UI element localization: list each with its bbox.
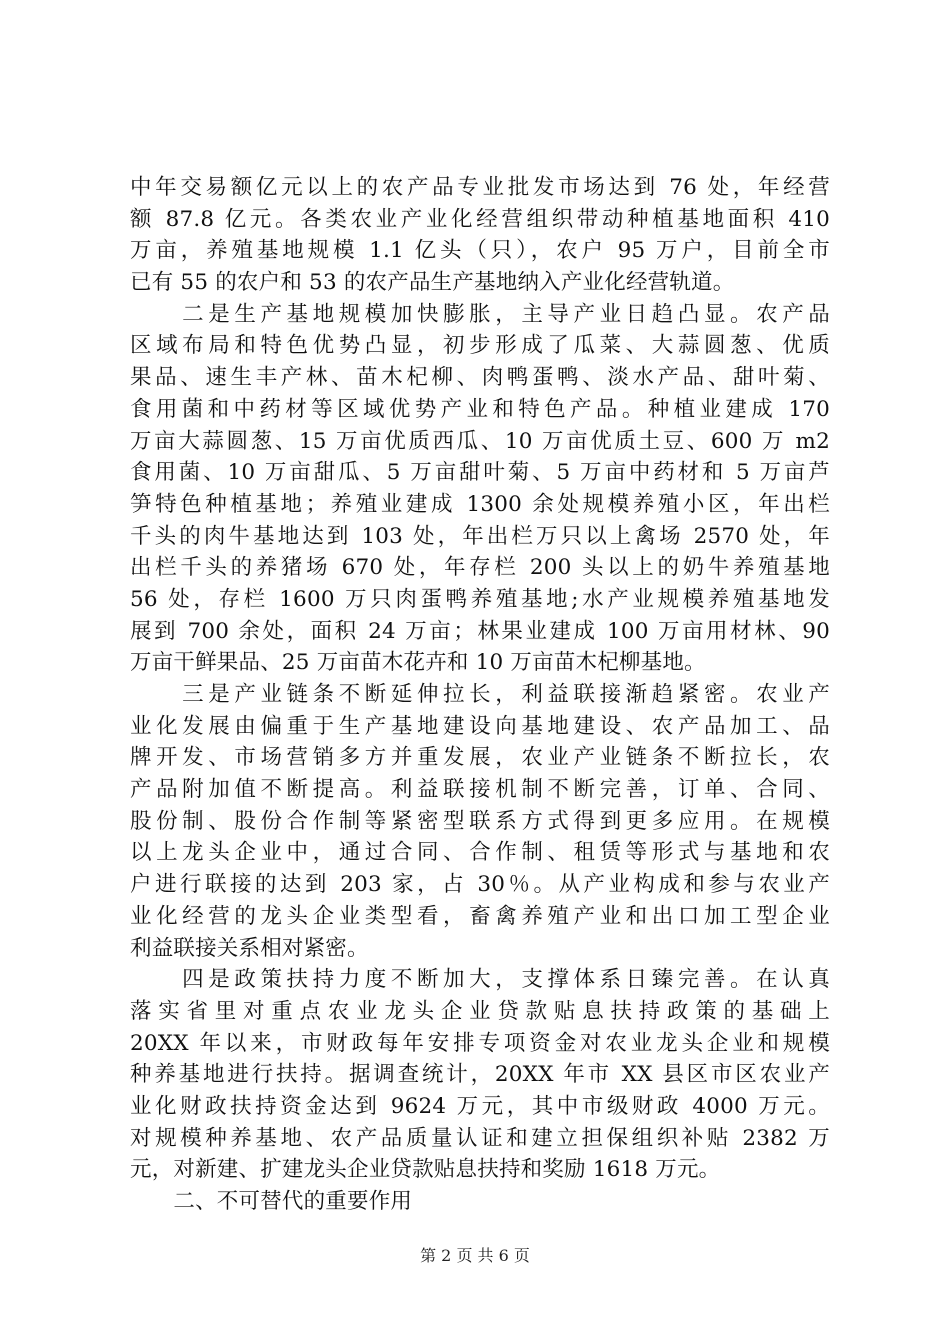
- text-line: 落实省里对重点农业龙头企业贷款贴息扶持政策的基础上: [130, 998, 830, 1024]
- text-line: 二、不可替代的重要作用: [130, 1189, 413, 1214]
- text-line: 已有 55 的农户和 53 的农产品生产基地纳入产业化经营轨道。: [130, 270, 735, 296]
- text-line: 业化发展由偏重于生产基地建设向基地建设、农产品加工、品: [130, 713, 830, 739]
- text-line: 户进行联接的达到 203 家，占 30％。从产业构成和参与农业产: [130, 872, 830, 898]
- text-line: 四是政策扶持力度不断加大，支撑体系日臻完善。在认真: [130, 967, 830, 993]
- text-line: 种养基地进行扶持。据调查统计，20XX 年市 XX 县区市区农业产: [130, 1062, 830, 1088]
- page-footer: 第 2 页 共 6 页: [420, 1246, 530, 1265]
- text-line: 区域布局和特色优势凸显，初步形成了瓜菜、大蒜圆葱、优质: [130, 333, 830, 359]
- text-line: 20XX 年以来，市财政每年安排专项资金对农业龙头企业和规模: [130, 1030, 830, 1056]
- text-line: 展到 700 余处，面积 24 万亩；林果业建成 100 万亩用材林、90: [130, 618, 830, 644]
- text-line: 产品附加值不断提高。利益联接机制不断完善，订单、合同、: [130, 777, 830, 803]
- text-line: 元，对新建、扩建龙头企业贷款贴息扶持和奖励 1618 万元。: [130, 1157, 721, 1183]
- text-line: 果品、速生丰产林、苗木杞柳、肉鸭蛋鸭、淡水产品、甜叶菊、: [130, 365, 830, 391]
- text-line: 万亩干鲜果品、25 万亩苗木花卉和 10 万亩苗木杞柳基地。: [130, 650, 706, 676]
- text-line: 以上龙头企业中，通过合同、合作制、租赁等形式与基地和农: [130, 840, 830, 866]
- text-line: 二是生产基地规模加快膨胀，主导产业日趋凸显。农产品: [130, 301, 830, 327]
- text-line: 三是产业链条不断延伸拉长，利益联接渐趋紧密。农业产: [130, 682, 830, 707]
- text-line: 万亩大蒜圆葱、15 万亩优质西瓜、10 万亩优质土豆、600 万 m2: [130, 428, 830, 454]
- document-body: [130, 172, 830, 1218]
- text-line: 出栏千头的养猪场 670 处，年存栏 200 头以上的奶牛养殖基地: [130, 555, 830, 581]
- text-line: 业化财政扶持资金达到 9624 万元，其中市级财政 4000 万元。: [130, 1093, 830, 1119]
- text-line: 利益联接关系相对紧密。: [130, 935, 369, 961]
- text-line: 牌开发、市场营销多方并重发展，农业产业链条不断拉长，农: [130, 745, 830, 771]
- text-line: 56 处，存栏 1600 万只肉蛋鸭养殖基地;水产业规模养殖基地发: [130, 586, 830, 612]
- text-line: 万亩，养殖基地规模 1.1 亿头（只），农户 95 万户，目前全市: [130, 238, 830, 264]
- text-line: 对规模种养基地、农产品质量认证和建立担保组织补贴 2382 万: [130, 1125, 830, 1151]
- text-line: 业化经营的龙头企业类型看，畜禽养殖产业和出口加工型企业: [130, 903, 830, 929]
- text-line: 中年交易额亿元以上的农产品专业批发市场达到 76 处，年经营: [130, 175, 830, 200]
- text-line: 食用菌和中药材等区域优势产业和特色产品。种植业建成 170: [130, 396, 830, 422]
- text-line: 股份制、股份合作制等紧密型联系方式得到更多应用。在规模: [130, 808, 830, 834]
- text-line: 千头的肉牛基地达到 103 处，年出栏万只以上禽场 2570 处，年: [130, 523, 830, 549]
- text-line: 食用菌、10 万亩甜瓜、5 万亩甜叶菊、5 万亩中药材和 5 万亩芦: [130, 460, 830, 486]
- text-line: 笋特色种植基地；养殖业建成 1300 余处规模养殖小区，年出栏: [130, 491, 830, 517]
- text-line: 额 87.8 亿元。各类农业产业化经营组织带动种植基地面积 410: [130, 206, 830, 232]
